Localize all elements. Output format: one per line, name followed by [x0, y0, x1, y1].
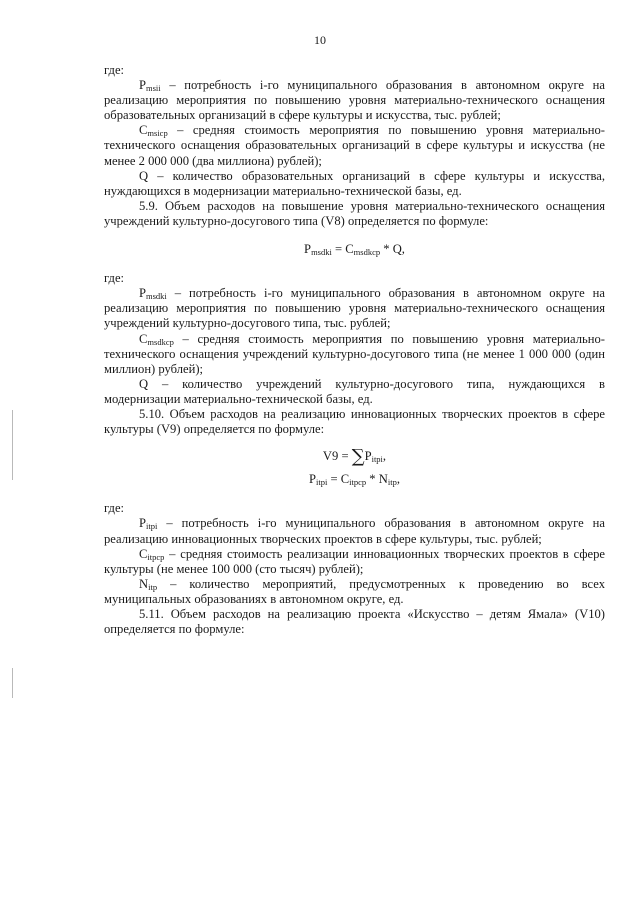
definition-paragraph: Q – количество учреждений культурно-досугового типа, нуждающихся в модернизации материально-технической базы, ед. [104, 376, 605, 406]
formula-v8: $P_{msdki} = C_{msdkcp} * Q$, [304, 242, 405, 258]
definition-paragraph: $P_{msdki}$ – потребность i-го муниципального образования в автономном округе на реализацию мероприятия по повышению уровня материально-технического оснащения учреждений культурно-досугового типа, тыс. рублей; [104, 286, 605, 331]
where-label: где: [104, 501, 125, 516]
section-5-9: 5.9. Объем расходов на повышение уровня материально-технического оснащения учреждений культурно-досугового типа (V8) определяется по формуле: [104, 198, 605, 228]
page-number: 10 [314, 33, 326, 47]
sum-sign-icon: ∑ [351, 446, 365, 468]
definition-paragraph: $N_{itp}$ – количество мероприятий, предусмотренных к проведению во всех муниципальных образованиях в автономном округе, ед. [104, 576, 605, 606]
document-body [104, 63, 605, 637]
section-5-10: 5.10. Объем расходов на реализацию инновационных творческих проектов в сфере культуры (V9) определяется по формуле: [104, 406, 605, 437]
scan-margin-mark [12, 668, 13, 698]
definition-paragraph: $P_{itpi}$ – потребность i-го муниципального образования в автономном округе на реализацию инновационных творческих проектов в сфере культуры, тыс. рублей; [104, 516, 605, 546]
section-5-11: 5.11. Объем расходов на реализацию проекта «Искусство – детям Ямала» (V10) определяется по формуле: [104, 607, 605, 637]
formula-itpi: $P_{itpi} = C_{itpcp} * N_{itp}$, [308, 472, 400, 488]
definition-paragraph: $C_{msicp}$ – средняя стоимость мероприятия по повышению уровня материально-технического оснащения образовательных организаций в сфере культуры и искусства (не менее 2 000 000 (два миллиона) рублей); [104, 123, 605, 168]
definition-paragraph: $C_{itpcp}$ – средняя стоимость реализации инновационных творческих проектов в сфере культуры (не менее 100 000 (сто тысяч) рублей); [104, 546, 605, 576]
definition-paragraph: Q – количество образовательных организаций в сфере культуры и искусства, нуждающихся в модернизации материально-технической базы, ед. [104, 168, 605, 198]
where-label: где: [104, 63, 125, 77]
scan-margin-mark [12, 410, 13, 480]
formula-v9-sum: $V9 = \sum P_{itpi}$, [322, 446, 387, 468]
definition-paragraph: $C_{msdkcp}$ – средняя стоимость мероприятия по повышению уровня материально-технического оснащения учреждений культурно-досугового типа (не менее 1 000 000 (один миллион) рублей); [104, 331, 605, 376]
where-label: где: [104, 271, 125, 286]
definition-paragraph: $P_{msii}$ – потребность i-го муниципального образования в автономном округе на реализацию мероприятия по повышению уровня материально-технического оснащения образовательных организаций в сфере культуры и искусства, тыс. рублей; [104, 78, 605, 123]
